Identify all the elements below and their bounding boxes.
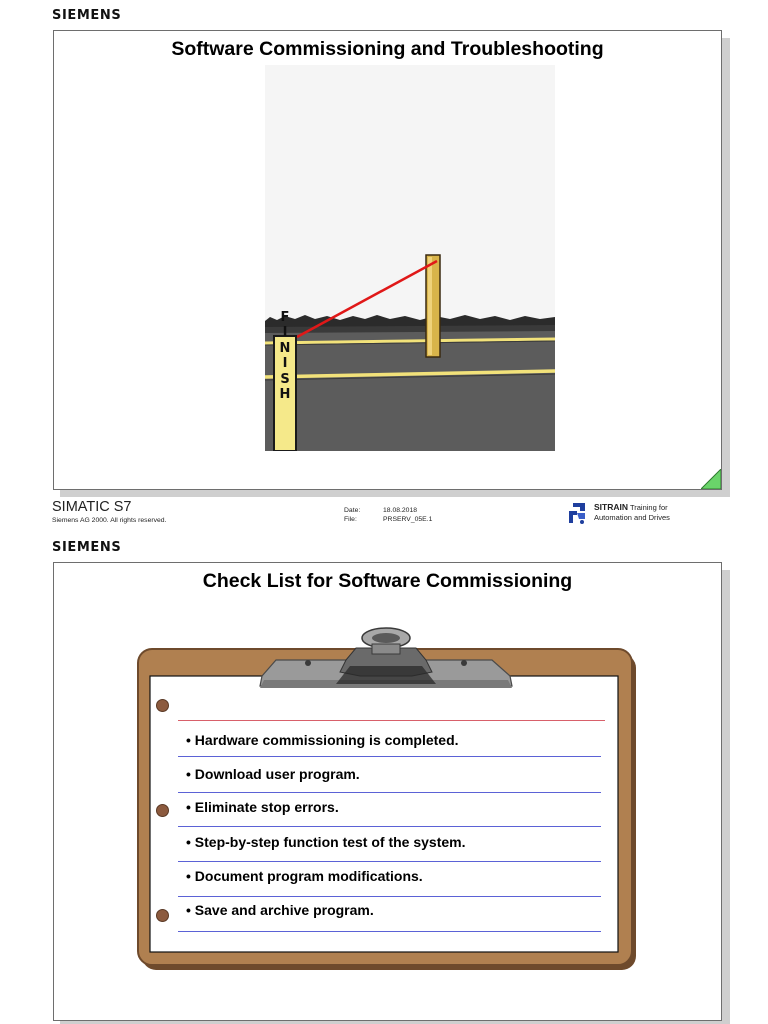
corner-marker-icon [701, 469, 721, 489]
paper-rule [178, 826, 601, 827]
checklist-item: • Step-by-step function test of the system. [186, 834, 466, 850]
finish-letter: I [282, 325, 288, 341]
finish-letter: F [280, 310, 290, 325]
paper-rule [178, 861, 601, 862]
siemens-logo-bottom: SIEMENS [52, 540, 122, 555]
footer-product: SIMATIC S7 [52, 499, 132, 515]
binder-hole [156, 909, 169, 922]
siemens-logo-top: SIEMENS [52, 8, 122, 23]
binder-hole [156, 804, 169, 817]
footer-copyright: Siemens AG 2000. All rights reserved. [52, 517, 167, 524]
finish-letter: I [282, 356, 288, 372]
footer-file-value: PRSERV_05E.1 [383, 516, 433, 523]
track-surface [265, 327, 555, 451]
slide-1-title: Software Commissioning and Troubleshooting [171, 38, 604, 60]
checklist-item: • Download user program. [186, 766, 360, 782]
paper-rule [178, 756, 601, 757]
slide-2-title: Check List for Software Commissioning [202, 570, 573, 592]
finish-line-illustration [265, 65, 555, 451]
sitrain-line1: Training for [629, 503, 668, 512]
finish-sign-letters [276, 310, 294, 402]
checklist-item: • Document program modifications. [186, 868, 423, 884]
footer-date-label: Date: [344, 507, 361, 514]
slide-1 [53, 30, 722, 490]
sitrain-text [594, 502, 670, 523]
sitrain-line2: Automation and Drives [594, 513, 670, 522]
finish-letter: N [279, 340, 291, 356]
paper-rule [178, 792, 601, 793]
paper-margin-rule [178, 720, 605, 721]
footer-file-label: File: [344, 516, 357, 523]
checklist-item: • Hardware commissioning is completed. [186, 732, 459, 748]
binder-hole [156, 699, 169, 712]
finish-letter: S [280, 371, 290, 387]
paper-rule [178, 931, 601, 932]
sitrain-name: SITRAIN [594, 502, 628, 512]
checklist-item: • Eliminate stop errors. [186, 799, 339, 815]
footer-date-value: 18.08.2018 [383, 507, 418, 514]
checklist-item: • Save and archive program. [186, 902, 374, 918]
sitrain-logo-icon [565, 501, 589, 525]
paper-rule [178, 896, 601, 897]
finish-letter: H [279, 387, 291, 403]
